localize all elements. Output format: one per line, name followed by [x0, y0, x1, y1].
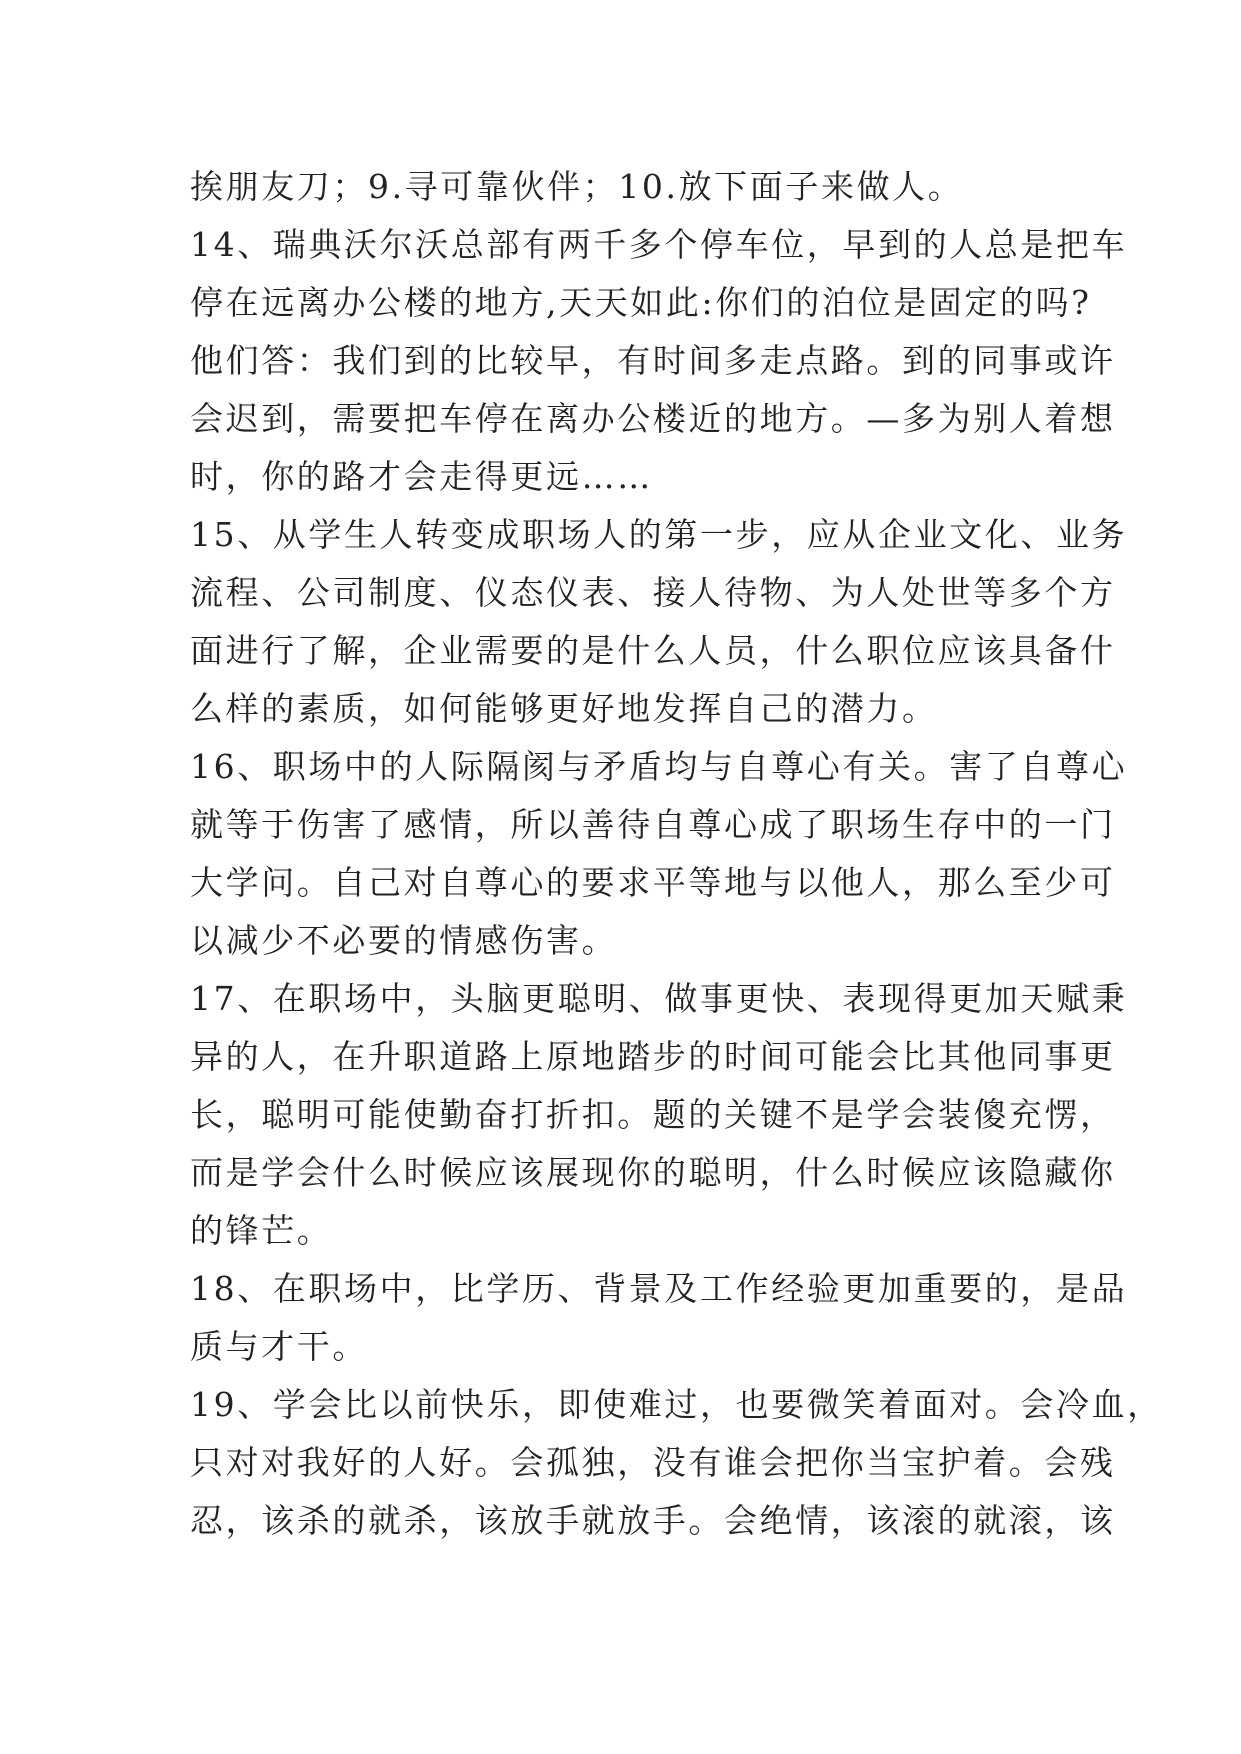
- document-body: [190, 158, 1163, 1550]
- text-line: 的锋芒。: [190, 1211, 333, 1250]
- text-line: 16、职场中的人际隔阂与矛盾均与自尊心有关。害了自尊心: [190, 747, 1128, 786]
- text-line: 面进行了解，企业需要的是什么人员，什么职位应该具备什: [190, 631, 1116, 670]
- text-line: 18、在职场中，比学历、背景及工作经验更加重要的，是品: [190, 1269, 1128, 1308]
- text-line: 么样的素质，如何能够更好地发挥自己的潜力。: [190, 689, 938, 728]
- text-line: 以减少不必要的情感伤害。: [190, 921, 618, 960]
- text-line: 而是学会什么时候应该展现你的聪明，什么时候应该隐藏你: [190, 1153, 1116, 1192]
- text-line: 停在远离办公楼的地方,天天如此:你们的泊位是固定的吗?: [190, 283, 1092, 322]
- text-line: 流程、公司制度、仪态仪表、接人待物、为人处世等多个方: [190, 573, 1116, 612]
- text-line: 19、学会比以前快乐，即使难过，也要微笑着面对。会冷血，: [190, 1385, 1163, 1424]
- text-line: 会迟到，需要把车停在离办公楼近的地方。—多为别人着想: [190, 399, 1116, 438]
- text-line: 大学问。自己对自尊心的要求平等地与以他人，那么至少可: [190, 863, 1116, 902]
- text-line: 质与才干。: [190, 1327, 368, 1366]
- text-line: 忍，该杀的就杀，该放手就放手。会绝情，该滚的就滚，该: [190, 1501, 1116, 1540]
- text-line: 长，聪明可能使勤奋打折扣。题的关键不是学会装傻充愣，: [190, 1095, 1116, 1134]
- text-line: 时，你的路才会走得更远……: [190, 457, 653, 496]
- text-line: 15、从学生人转变成职场人的第一步，应从企业文化、业务: [190, 515, 1128, 554]
- text-line: 异的人，在升职道路上原地踏步的时间可能会比其他同事更: [190, 1037, 1116, 1076]
- text-line: 他们答：我们到的比较早，有时间多走点路。到的同事或许: [190, 341, 1116, 380]
- text-line: 挨朋友刀；9.寻可靠伙伴；10.放下面子来做人。: [190, 167, 964, 206]
- text-line: 14、瑞典沃尔沃总部有两千多个停车位，早到的人总是把车: [190, 225, 1128, 264]
- text-line: 只对对我好的人好。会孤独，没有谁会把你当宝护着。会残: [190, 1443, 1116, 1482]
- text-line: 17、在职场中，头脑更聪明、做事更快、表现得更加天赋秉: [190, 979, 1128, 1018]
- text-line: 就等于伤害了感情，所以善待自尊心成了职场生存中的一门: [190, 805, 1116, 844]
